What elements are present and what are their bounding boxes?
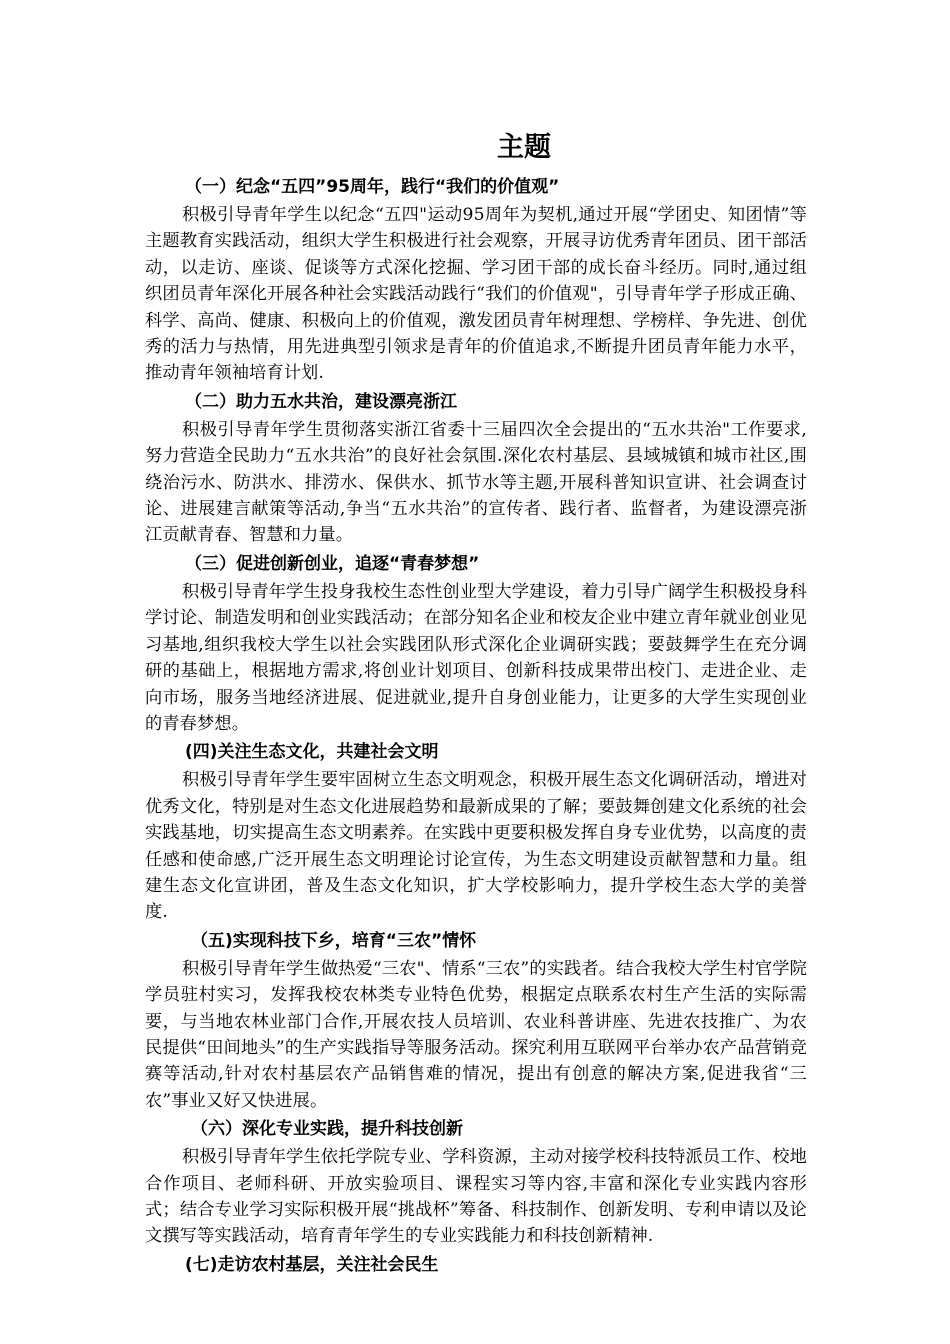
- section-heading: （三）促进创新创业，追逐“青春梦想”: [185, 553, 480, 574]
- section-4: [145, 737, 807, 925]
- document-page: [145, 128, 807, 1280]
- section-heading: （六）深化专业实践，提升科技创新: [191, 1119, 463, 1140]
- section-7: [145, 1250, 807, 1280]
- section-body: 积极引导青年学生依托学院专业、学科资源，主动对接学校科技特派员工作、校地合作项目、老师科研、开放实验项目、课程实习等内容,丰富和深化专业实践内容形式；结合专业学习实际积极开展“挑战杯”筹备、科技制作、创新发明、专利申请以及论文撰写等实践活动，培育青年学生的专业实践能力和科技创新精神.: [145, 1147, 807, 1247]
- section-3: [145, 549, 807, 737]
- section-body: 积极引导青年学生贯彻落实浙江省委十三届四次全会提出的“五水共治"工作要求,努力营造全民助力“五水共治”的良好社会氛围.深化农村基层、县域城镇和城市社区,围绕治污水、防洪水、排涝水、保供水、抓节水等主题,开展科普知识宣讲、社会调查讨论、进展建言献策等活动,争当“五水共治”的宣传者、践行者、监督者，为建设漂亮浙江贡献青春、智慧和力量。: [145, 419, 807, 546]
- section-body: 积极引导青年学生投身我校生态性创业型大学建设，着力引导广阔学生积极投身科学讨论、制造发明和创业实践活动；在部分知名企业和校友企业中建立青年就业创业见习基地,组织我校大学生以社会实践团队形式深化企业调研实践；要鼓舞学生在充分调研的基础上，根据地方需求,将创业计划项目、创新科技成果带出校门、走进企业、走向市场，服务当地经济进展、促进就业,提升自身创业能力，让更多的大学生实现创业的青春梦想。: [145, 581, 807, 734]
- section-body: 积极引导青年学生以纪念“五四"运动95周年为契机,通过开展“学团史、知团情”等主题教育实践活动，组织大学生积极进行社会观察，开展寻访优秀青年团员、团干部活动，以走访、座谈、促谈等方式深化挖掘、学习团干部的成长奋斗经历。同时,通过组织团员青年深化开展各种社会实践活动践行“我们的价值观"，引导青年学子形成正确、科学、高尚、健康、积极向上的价值观，激发团员青年树理想、学榜样、争先进、创优秀的活力与热情，用先进典型引领求是青年的价值追求,不断提升团员青年能力水平，推动青年领袖培育计划.: [145, 205, 807, 384]
- section-body: 积极引导青年学生做热爱“三农"、情系“三农”的实践者。结合我校大学生村官学院学员驻村实习，发挥我校农林类专业特色优势，根据定点联系农村生产生活的实际需要，与当地农林业部门合作,开展农技人员培训、农业科普讲座、先进农技推广、为农民提供“田间地头”的生产实践指导等服务活动。探究利用互联网平台举办农产品营销竞赛等活动,针对农村基层农产品销售难的情况，提出有创意的解决方案,促进我省“三农”事业又好又快进展。: [145, 958, 807, 1111]
- section-2: [145, 387, 807, 549]
- document-title: 主题: [497, 132, 551, 163]
- section-heading: （五)实现科技下乡，培育“三农”情怀: [191, 930, 477, 951]
- section-body: 积极引导青年学生要牢固树立生态文明观念，积极开展生态文化调研活动，增进对优秀文化，特别是对生态文化进展趋势和最新成果的了解；要鼓舞创建文化系统的社会实践基地，切实提高生态文明素养。在实践中更要积极发挥自身专业优势，以高度的责任感和使命感,广泛开展生态文明理论讨论宣传，为生态文明建设贡献智慧和力量。组建生态文化宣讲团，普及生态文化知识，扩大学校影响力，提升学校生态大学的美誉度.: [145, 770, 807, 923]
- section-heading: （一）纪念“五四”95周年，践行“我们的价值观”: [185, 177, 560, 197]
- section-heading: (七)走访农村基层，关注社会民生: [185, 1254, 439, 1275]
- section-5: [145, 926, 807, 1114]
- section-6: [145, 1114, 807, 1250]
- section-1: [145, 172, 807, 387]
- section-heading: （二）助力五水共治，建设漂亮浙江: [185, 391, 457, 412]
- section-heading: (四)关注生态文化，共建社会文明: [185, 742, 439, 763]
